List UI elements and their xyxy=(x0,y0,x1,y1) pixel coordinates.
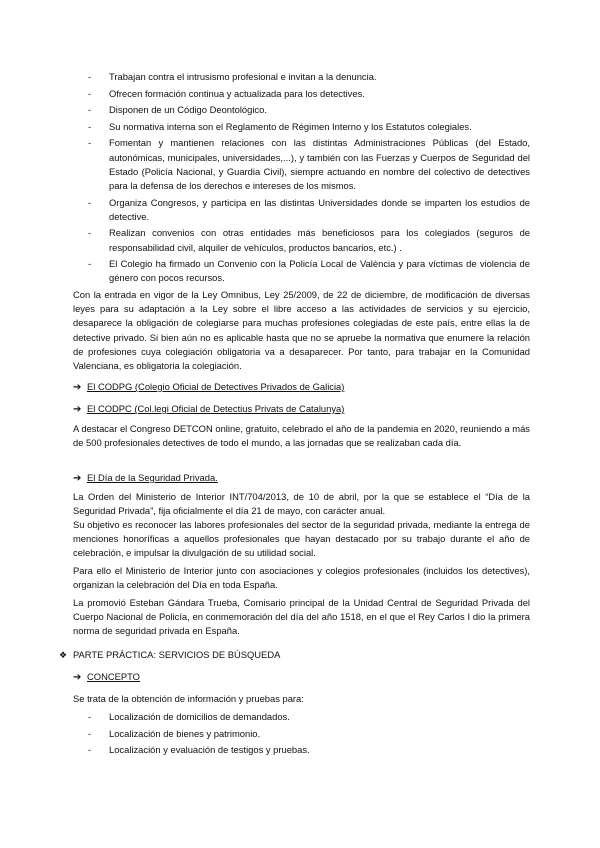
objetivo-paragraph: Su objetivo es reconocer las labores profesionales del sector de la seguridad privada, mediante la entrega de menciones honoríficas a aquellos profesionales que hayan destacado por su trabajo durante el año de celebración, e impulsar la divulgación de su utilidad social. xyxy=(73,519,530,559)
dash-marker: - xyxy=(88,744,92,756)
dash-marker: - xyxy=(88,727,92,739)
list-item-text: El Colegio ha firmado un Convenio con la Policía Local de València y para víctimas de violencia de género con pocos recursos. xyxy=(109,258,530,284)
list-item xyxy=(88,257,530,285)
codpg-link[interactable]: El CODPG (Colegio Oficial de Detectives Privados de Galicia) xyxy=(87,381,345,392)
list-item xyxy=(88,710,530,724)
orden-paragraph: La Orden del Ministerio de Interior INT/704/2013, de 10 de abril, por la que se establece el “Día de la Seguridad Privada”, fija oficialmente el día 21 de mayo, con carácter anual. xyxy=(73,491,530,517)
dash-marker: - xyxy=(88,104,92,116)
list-item-text: Localización de bienes y patrimonio. xyxy=(109,727,261,739)
arrow-icon: ➔ xyxy=(73,404,82,415)
list-item-text: Localización y evaluación de testigos y pruebas. xyxy=(109,744,310,756)
services-bullet-list xyxy=(88,70,530,288)
concepto-paragraph: Se trata de la obtención de información y pruebas para: xyxy=(73,693,304,704)
dash-marker: - xyxy=(88,196,92,208)
section-heading xyxy=(59,648,280,662)
codpc-row xyxy=(73,402,344,417)
list-item-text: Localización de domicilios de demandados. xyxy=(109,711,290,722)
dash-marker: - xyxy=(88,227,92,239)
list-item-text: Trabajan contra el intrusismo profesional e invitan a la denuncia. xyxy=(109,71,377,82)
arrow-icon: ➔ xyxy=(73,672,82,683)
dash-marker: - xyxy=(88,258,92,270)
dash-marker: - xyxy=(88,137,92,149)
dia-seguridad-link[interactable]: El Día de la Seguridad Privada. xyxy=(87,472,218,483)
arrow-icon: ➔ xyxy=(73,473,82,484)
list-item xyxy=(88,743,530,757)
list-item xyxy=(88,70,530,84)
concepto-row xyxy=(73,670,140,685)
list-item-text: Ofrecen formación continua y actualizada para los detectives. xyxy=(109,87,365,99)
list-item xyxy=(88,136,530,193)
list-item-text: Realizan convenios con otras entidades más beneficiosos para los colegiados (seguros de responsabilidad civil, alquiler de vehículos, productos bancarios, etc.) . xyxy=(109,227,530,253)
list-item xyxy=(88,196,530,224)
list-item-text: Disponen de un Código Deontológico. xyxy=(109,104,267,116)
list-item xyxy=(88,120,530,134)
dash-marker: - xyxy=(88,87,92,99)
omnibus-paragraph: Con la entrada en vigor de la Ley Omnibus, Ley 25/2009, de 22 de diciembre, de modificación de diversas leyes para su adaptación a la Ley sobre el libre acceso a las actividades de servicios y su ejercicio, desaparece la obligación de colegiarse para muchas profesiones colegiadas de este país, entre ellas la de detective privado. Si bien aún no es aplicable hasta que no se apruebe la normativa que enumere la relación de profesiones cuya colegiación obligatoria va a desaparecer. Por tanto, para trabajar en la Comunidad Valenciana, es obligatoria la colegiación. xyxy=(73,289,530,372)
list-item-text: Su normativa interna son el Reglamento de Régimen Interno y los Estatutos colegiales. xyxy=(109,120,472,132)
dash-marker: - xyxy=(88,711,92,722)
list-item xyxy=(88,103,530,117)
list-item xyxy=(88,727,530,741)
section-title: PARTE PRÁCTICA: SERVICIOS DE BÚSQUEDA xyxy=(73,649,281,660)
arrow-icon: ➔ xyxy=(73,382,82,393)
dia-seguridad-row xyxy=(73,471,218,486)
localizacion-bullet-list xyxy=(88,710,530,760)
concepto-link[interactable]: CONCEPTO xyxy=(87,671,140,682)
list-item-text: Fomentan y mantienen relaciones con las distintas Administraciones Públicas (del Estado, autonómicas, municipales, universidades,...), y también con las Fuerzas y Cuerpos de Seguridad del Estado (Policía Nacional, y Guardia Civil), siempre actuando en nombre del colectivo de detectives para la defensa de los derechos e intereses de los mismos. xyxy=(109,137,530,191)
diamond-bullet-icon: ❖ xyxy=(59,650,68,660)
list-item-text: Organiza Congresos, y participa en las distintas Universidades donde se imparten los estudios de detective. xyxy=(109,196,530,222)
detcon-paragraph: A destacar el Congreso DETCON online, gratuito, celebrado el año de la pandemia en 2020, reuniendo a más de 500 profesionales detectives de todo el mundo, a las jornadas que se realizaban cada día. xyxy=(73,423,530,449)
dash-marker: - xyxy=(88,71,92,82)
ministerio-paragraph: Para ello el Ministerio de Interior junto con asociaciones y colegios profesionales (incluidos los detectives), organizan la celebración del Día en toda España. xyxy=(73,565,530,591)
codpc-link[interactable]: El CODPC (Col.legi Oficial de Detectius Privats de Catalunya) xyxy=(87,403,345,414)
dash-marker: - xyxy=(88,120,92,132)
list-item xyxy=(88,226,530,254)
codpg-row xyxy=(73,380,344,395)
promovio-paragraph: La promovió Esteban Gándara Trueba, Comisario principal de la Unidad Central de Seguridad Privada del Cuerpo Nacional de Policía, en conmemoración del día del año 1518, en el que el Rey Carlos I dio la primera norma de seguridad privada en España. xyxy=(73,597,530,637)
list-item xyxy=(88,87,530,101)
